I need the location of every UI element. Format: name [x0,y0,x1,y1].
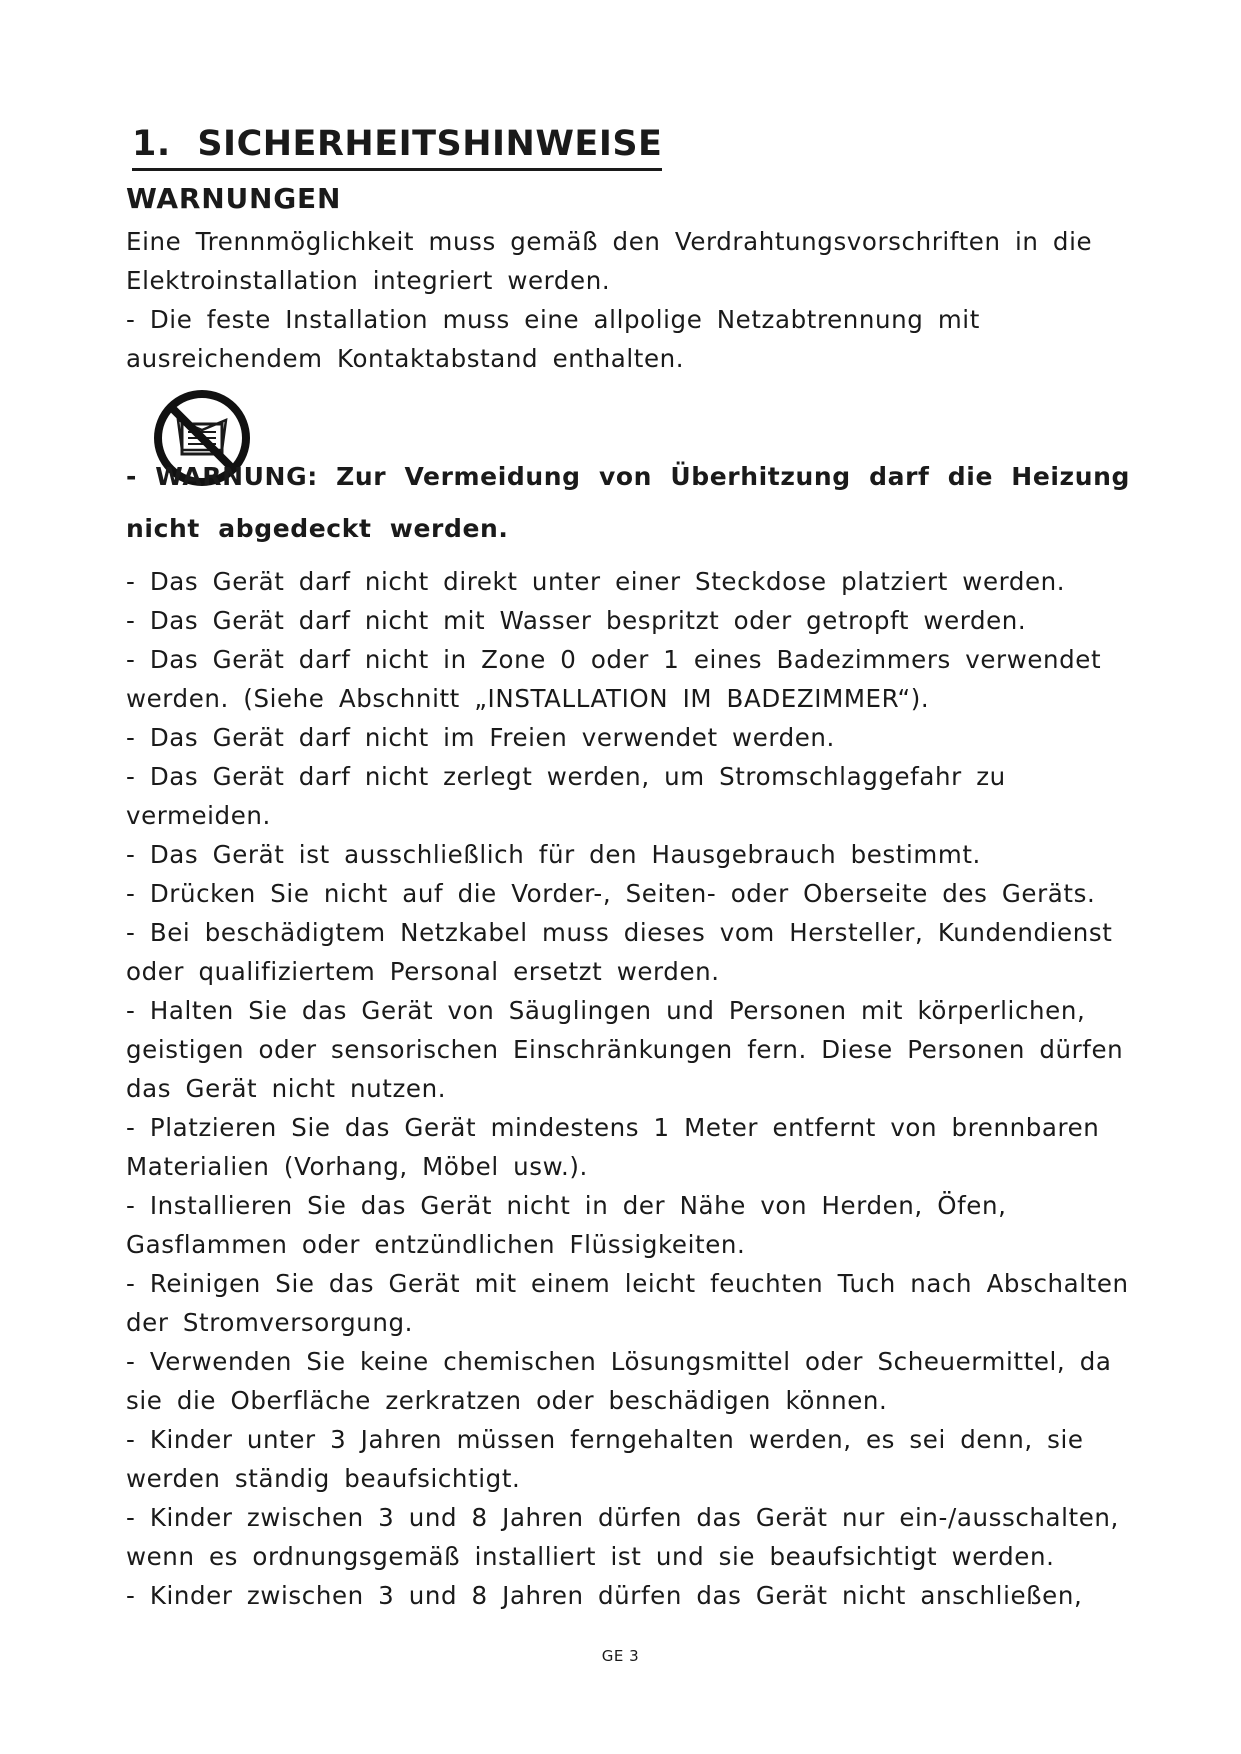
section-subtitle: WARNUNGEN [126,182,342,215]
list-item: - Drücken Sie nicht auf die Vorder-, Seiten- oder Oberseite des Geräts. [126,879,1096,908]
list-item: - Das Gerät darf nicht im Freien verwendet werden. [126,723,835,752]
list-item: werden. (Siehe Abschnitt „INSTALLATION IM BADEZIMMER“). [126,684,930,713]
intro-line: - Die feste Installation muss eine allpolige Netzabtrennung mit [126,305,980,334]
list-item: - Halten Sie das Gerät von Säuglingen und Personen mit körperlichen, [126,996,1086,1025]
intro-paragraph [126,222,1206,378]
list-item: - Das Gerät ist ausschließlich für den Hausgebrauch bestimmt. [126,840,981,869]
safety-list [126,562,1206,1615]
list-item: oder qualifiziertem Personal ersetzt werden. [126,957,720,986]
list-item: der Stromversorgung. [126,1308,414,1337]
list-item: - Das Gerät darf nicht mit Wasser bespritzt oder getropft werden. [126,606,1027,635]
list-item: wenn es ordnungsgemäß installiert ist und sie beaufsichtigt werden. [126,1542,1055,1571]
list-item: sie die Oberfläche zerkratzen oder beschädigen können. [126,1386,888,1415]
list-item: - Kinder unter 3 Jahren müssen ferngehalten werden, es sei denn, sie [126,1425,1084,1454]
list-item: - Bei beschädigtem Netzkabel muss dieses vom Hersteller, Kundendienst [126,918,1113,947]
list-item: werden ständig beaufsichtigt. [126,1464,521,1493]
list-item: - Installieren Sie das Gerät nicht in der Nähe von Herden, Öfen, [126,1191,1007,1220]
list-item: Gasflammen oder entzündlichen Flüssigkeiten. [126,1230,746,1259]
section-title: 1. SICHERHEITSHINWEISE [132,122,662,171]
list-item: geistigen oder sensorischen Einschränkungen fern. Diese Personen dürfen [126,1035,1124,1064]
list-item: - Kinder zwischen 3 und 8 Jahren dürfen das Gerät nicht anschließen, [126,1581,1083,1610]
page-number: GE 3 [601,1647,640,1665]
list-item: Materialien (Vorhang, Möbel usw.). [126,1152,588,1181]
intro-line: Eine Trennmöglichkeit muss gemäß den Verdrahtungsvorschriften in die [126,227,1093,256]
list-item: - Kinder zwischen 3 und 8 Jahren dürfen das Gerät nur ein-/ausschalten, [126,1503,1119,1532]
list-item: das Gerät nicht nutzen. [126,1074,447,1103]
list-item: - Platzieren Sie das Gerät mindestens 1 Meter entfernt von brennbaren [126,1113,1100,1142]
list-item: - Verwenden Sie keine chemischen Lösungsmittel oder Scheuermittel, da [126,1347,1112,1376]
intro-line: ausreichendem Kontaktabstand enthalten. [126,344,685,373]
list-item: - Das Gerät darf nicht zerlegt werden, um Stromschlaggefahr zu [126,762,1006,791]
list-item: - Das Gerät darf nicht in Zone 0 oder 1 eines Badezimmers verwendet [126,645,1102,674]
warning-line: - WARNUNG: Zur Vermeidung von Überhitzung darf die Heizung [126,462,1130,491]
list-item: - Reinigen Sie das Gerät mit einem leicht feuchten Tuch nach Abschalten [126,1269,1129,1298]
intro-line: Elektroinstallation integriert werden. [126,266,611,295]
list-item: - Das Gerät darf nicht direkt unter einer Steckdose platziert werden. [126,567,1066,596]
list-item: vermeiden. [126,801,271,830]
warning-line: nicht abgedeckt werden. [126,514,509,543]
